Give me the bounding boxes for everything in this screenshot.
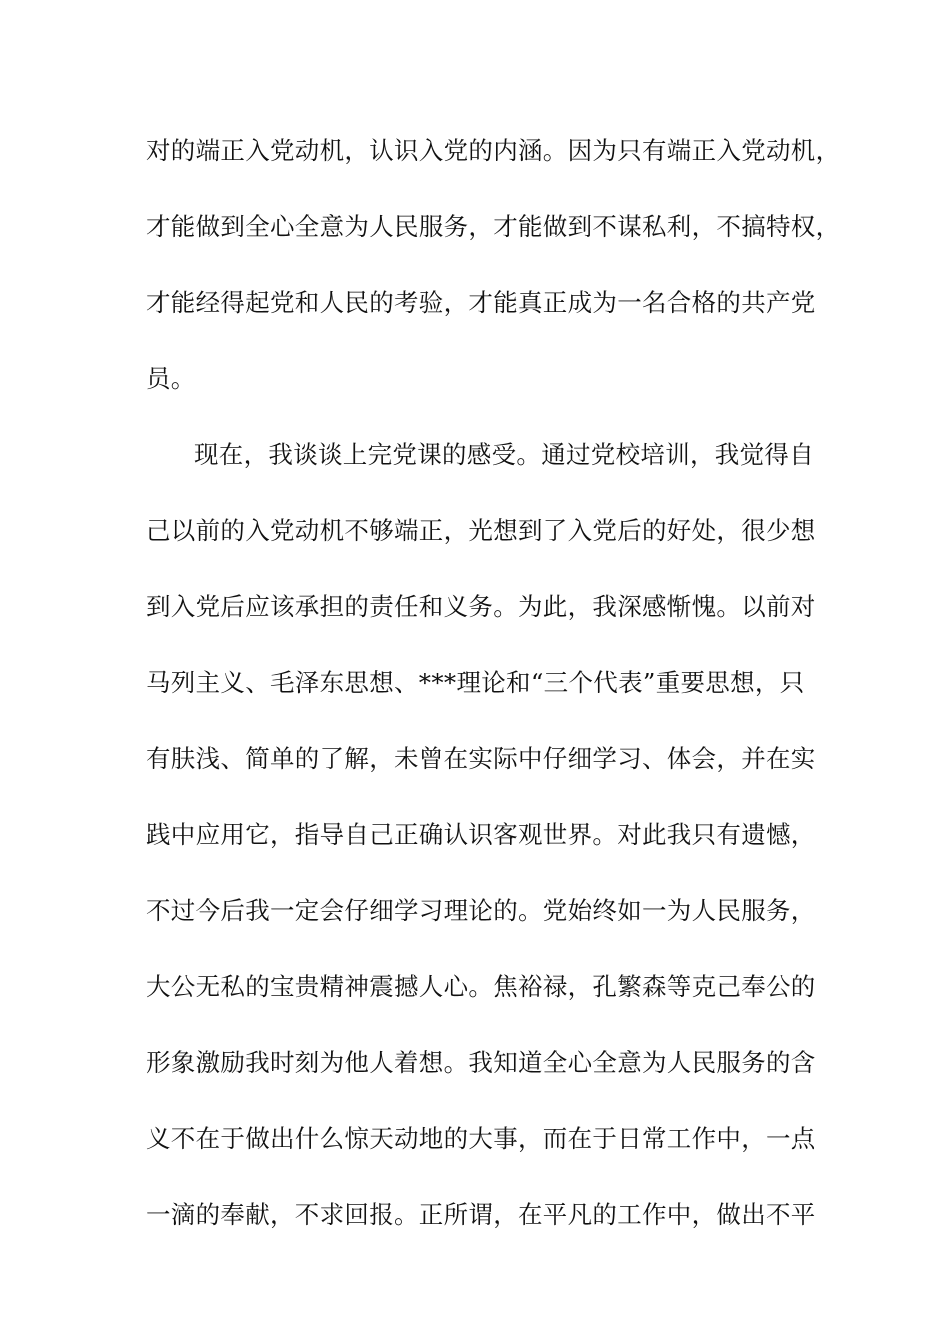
text-line: 有肤浅、简单的了解，未曾在实际中仔细学习、体会，并在实 xyxy=(146,744,816,773)
text-line: 马列主义、毛泽东思想、***理论和“三个代表”重要思想，只 xyxy=(146,668,805,697)
text-line: 到入党后应该承担的责任和义务。为此，我深感惭愧。以前对 xyxy=(146,592,816,621)
text-line: 一滴的奉献，不求回报。正所谓，在平凡的工作中，做出不平 xyxy=(146,1200,816,1229)
text-line: 现在，我谈谈上完党课的感受。通过党校培训，我觉得自 xyxy=(194,440,814,469)
text-line: 才能做到全心全意为人民服务，才能做到不谋私利，不搞特权， xyxy=(146,212,841,241)
text-line: 不过今后我一定会仔细学习理论的。党始终如一为人民服务， xyxy=(146,896,816,925)
text-line: 员。 xyxy=(146,364,196,393)
text-line: 义不在于做出什么惊天动地的大事，而在于日常工作中，一点 xyxy=(146,1124,816,1153)
text-line: 践中应用它，指导自己正确认识客观世界。对此我只有遗憾， xyxy=(146,820,816,849)
text-line: 才能经得起党和人民的考验，才能真正成为一名合格的共产党 xyxy=(146,288,816,317)
text-line: 对的端正入党动机，认识入党的内涵。因为只有端正入党动机， xyxy=(146,136,841,165)
text-line: 己以前的入党动机不够端正，光想到了入党后的好处，很少想 xyxy=(146,516,816,545)
text-line: 形象激励我时刻为他人着想。我知道全心全意为人民服务的含 xyxy=(146,1048,816,1077)
text-line: 大公无私的宝贵精神震撼人心。焦裕禄，孔繁森等克己奉公的 xyxy=(146,972,816,1001)
